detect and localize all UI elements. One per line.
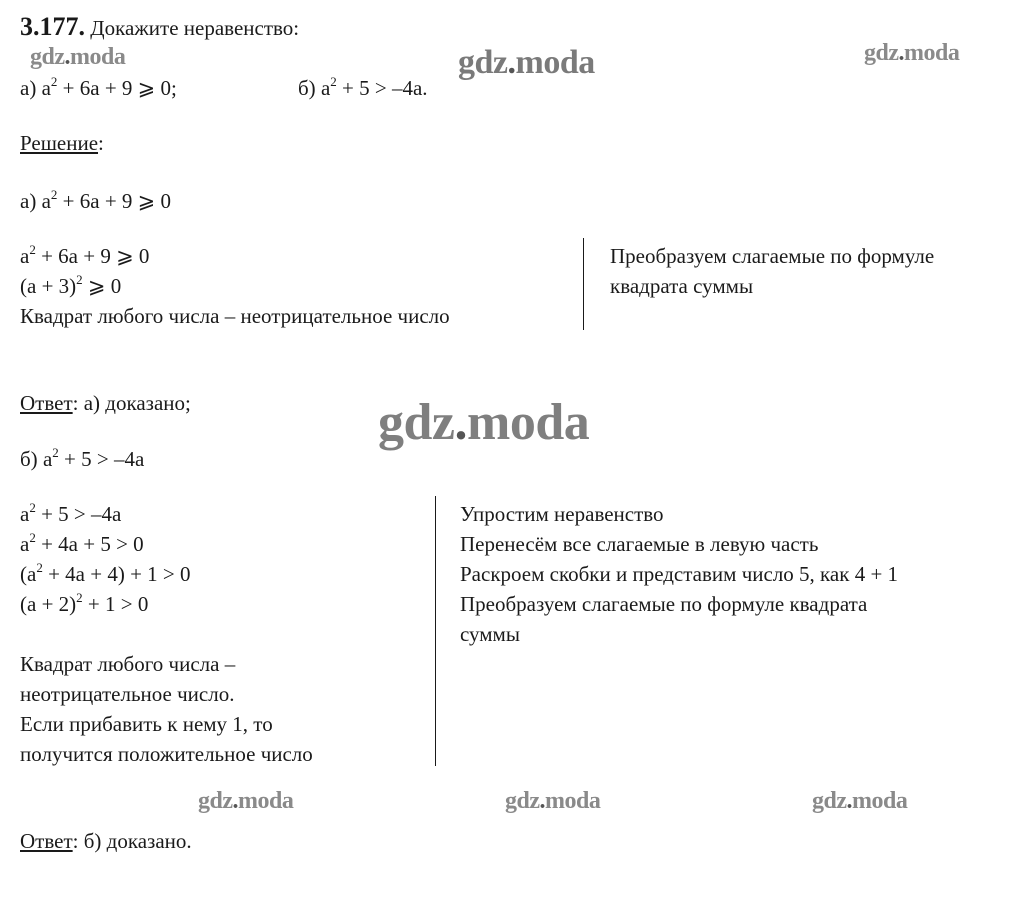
part-b-conclusion-line: Если прибавить к нему 1, то xyxy=(20,712,273,736)
part-a-divider xyxy=(583,238,584,330)
part-b-step: $(a^2 + 4a + 4) + 1 > 0$ xyxy=(20,560,191,586)
part-b-comment: суммы xyxy=(460,622,520,646)
watermark: gdz.moda xyxy=(30,44,126,70)
part-a-title: а) $a^2 + 6a + 9$ ⩾ 0 xyxy=(20,187,172,213)
part-a-comment: Преобразуем слагаемые по формуле xyxy=(610,244,935,268)
part-b-answer: Ответ: б) доказано. xyxy=(20,829,192,853)
part-b-comment: Перенесём все слагаемые в левую часть xyxy=(460,532,819,556)
watermark: gdz.moda xyxy=(812,788,908,814)
watermark: gdz.moda xyxy=(198,788,294,814)
part-b-conclusion-line: неотрицательное число. xyxy=(20,682,235,706)
part-b-step: $a^2 + 5 > -4a$ xyxy=(20,500,122,526)
part-a-comment: квадрата суммы xyxy=(610,274,754,298)
watermark: gdz.moda xyxy=(378,394,590,451)
watermark: gdz.moda xyxy=(505,788,601,814)
part-a-step: $(a + 3)^2$ ⩾ 0 xyxy=(20,272,122,298)
part-b-conclusion-line: Квадрат любого числа – xyxy=(20,652,236,676)
problem-number: 3.177. xyxy=(20,12,85,41)
watermark: gdz.moda xyxy=(864,40,960,66)
problem-header xyxy=(20,12,299,43)
problem-part-b: б) $a^2 + 5 > -4a$. xyxy=(298,74,428,100)
part-b-comment: Преобразуем слагаемые по формуле квадрата xyxy=(460,592,868,616)
problem-part-a: а) $a^2 + 6a + 9$ ⩾ 0; xyxy=(20,74,177,100)
part-b-step: $(a + 2)^2 + 1 > 0$ xyxy=(20,590,149,616)
part-b-comment: Раскроем скобки и представим число 5, как 4 + 1 xyxy=(460,562,899,586)
part-b-title: б) $a^2 + 5 > -4a$ xyxy=(20,445,145,471)
solution-heading: Решение: xyxy=(20,131,104,155)
part-b-conclusion-line: получится положительное число xyxy=(20,742,313,766)
watermark: gdz.moda xyxy=(458,44,595,81)
part-b-comment: Упростим неравенство xyxy=(460,502,664,526)
part-a-step: $a^2 + 6a + 9$ ⩾ 0 xyxy=(20,242,150,268)
part-a-conclusion: Квадрат любого числа – неотрицательное число xyxy=(20,304,450,328)
part-b-step: $a^2 + 4a + 5 > 0$ xyxy=(20,530,144,556)
part-b-divider xyxy=(435,496,436,766)
problem-statement: Докажите неравенство: xyxy=(90,16,300,40)
part-a-answer: Ответ: а) доказано; xyxy=(20,391,191,415)
